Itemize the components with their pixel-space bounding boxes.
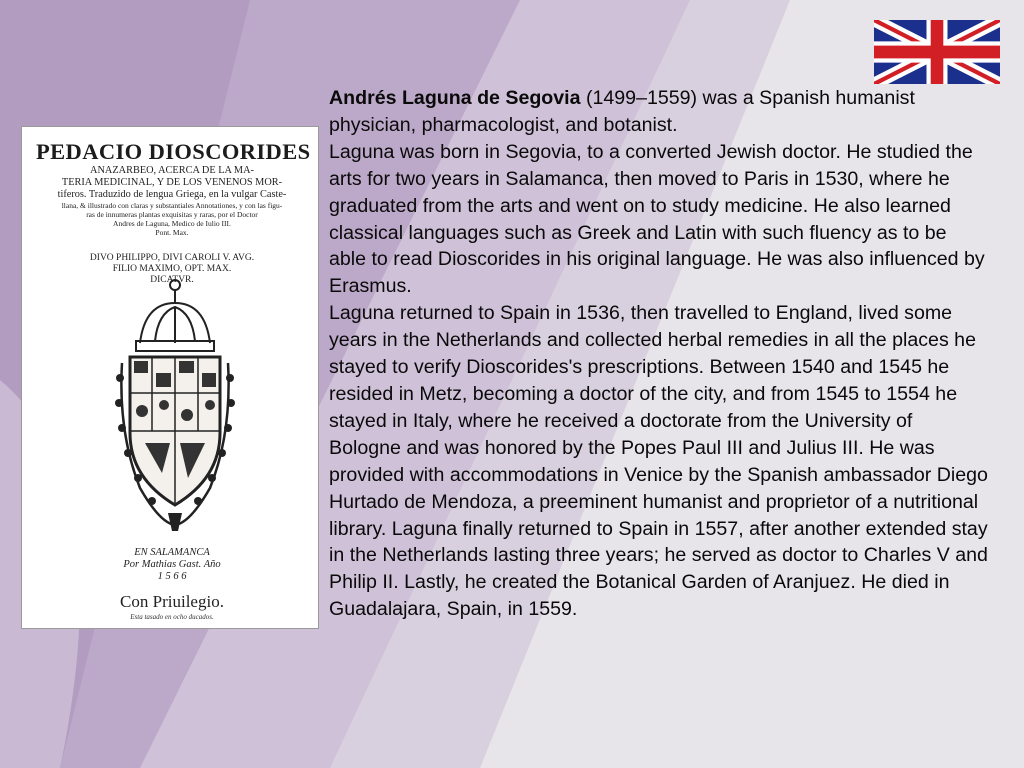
- bio-intro-text: (1499–1559) was a Spanish humanist physician, pharmacologist, and botanist.: [329, 87, 915, 136]
- biography-text: [329, 85, 989, 623]
- bio-name: Andrés Laguna de Segovia: [329, 87, 581, 109]
- cover-subtitle-small-line: Pont. Max.: [155, 228, 189, 237]
- bio-paragraph-1: Laguna was born in Segovia, to a converted Jewish doctor. He studied the arts for two years in Salamanca, then moved to Paris in 1530, where he graduated from the arts and went on to study medicine. He also learned classical languages such as Greek and Latin with such fluency as to be able to read Dioscorides in his original language. He was also influenced by Erasmus.: [329, 140, 985, 298]
- cover-subtitle-small-line: Andres de Laguna, Medico de Iulio III.: [113, 219, 231, 228]
- cover-dedication-line: DIVO PHILIPPO, DIVI CAROLI V. AVG.: [89, 253, 255, 263]
- cover-imprint-line: Por Mathias Gast. Año: [123, 559, 221, 570]
- cover-subtitle-small-line: ras de innumeras plantas exquisitas y raras, por el Doctor: [86, 210, 258, 219]
- bio-paragraph-2: Laguna returned to Spain in 1536, then travelled to England, lived some years in the Netherlands and collected herbal remedies in all the places he stayed to verify Dioscorides's prescriptions. Between 1540 and 1545 he resided in Metz, becoming a doctor of the city, and from 1545 to 1554 he stayed in Italy, where he received a doctorate from the University of Bologne and was honored by the Popes Paul III and Julius III. He was provided with accommodations in Venice by the Spanish ambassador Diego Hurtado de Mendoza, a preeminent humanist and proprietor of a nutritional library. Laguna finally returned to Spain in 1557, after another extended stay in the Netherlands lasting three years; he served as doctor to Charles V and Philip II. Lastly, he created the Botanical Garden of Aranjuez. He died in Guadalajara, Spain, in 1559.: [329, 302, 988, 621]
- bio-intro: [329, 85, 989, 139]
- cover-title: PEDACIO DIOSCORIDES: [36, 139, 311, 164]
- cover-footer: Esta tasado en ocho ducados.: [130, 613, 214, 621]
- cover-imprint-line: EN SALAMANCA: [134, 547, 210, 558]
- uk-flag-icon: [874, 20, 1000, 84]
- cover-imprint-line: 1 5 6 6: [157, 571, 187, 582]
- cover-subtitle-line: TERIA MEDICINAL, Y DE LOS VENENOS MOR-: [61, 177, 283, 188]
- cover-imprint: [62, 547, 282, 583]
- book-title-page-image: [21, 126, 319, 629]
- cover-subtitle-line: ANAZARBEO, ACERCA DE LA MA-: [90, 165, 254, 176]
- cover-subtitle: [36, 165, 308, 237]
- cover-subtitle-small-line: llana, & illustrado con claras y substantiales Annotationes, y con las figu-: [61, 201, 283, 210]
- coat-of-arms-icon: [100, 273, 250, 533]
- cover-dedication-line: FILIO MAXIMO, OPT. MAX.: [112, 264, 232, 274]
- cover-privilege: Con Priuilegio.: [120, 592, 224, 611]
- cover-subtitle-line: tiferos. Traduzido de lengua Griega, en la vulgar Caste-: [57, 189, 287, 200]
- cover-dedication-line: DICATVR.: [150, 275, 194, 285]
